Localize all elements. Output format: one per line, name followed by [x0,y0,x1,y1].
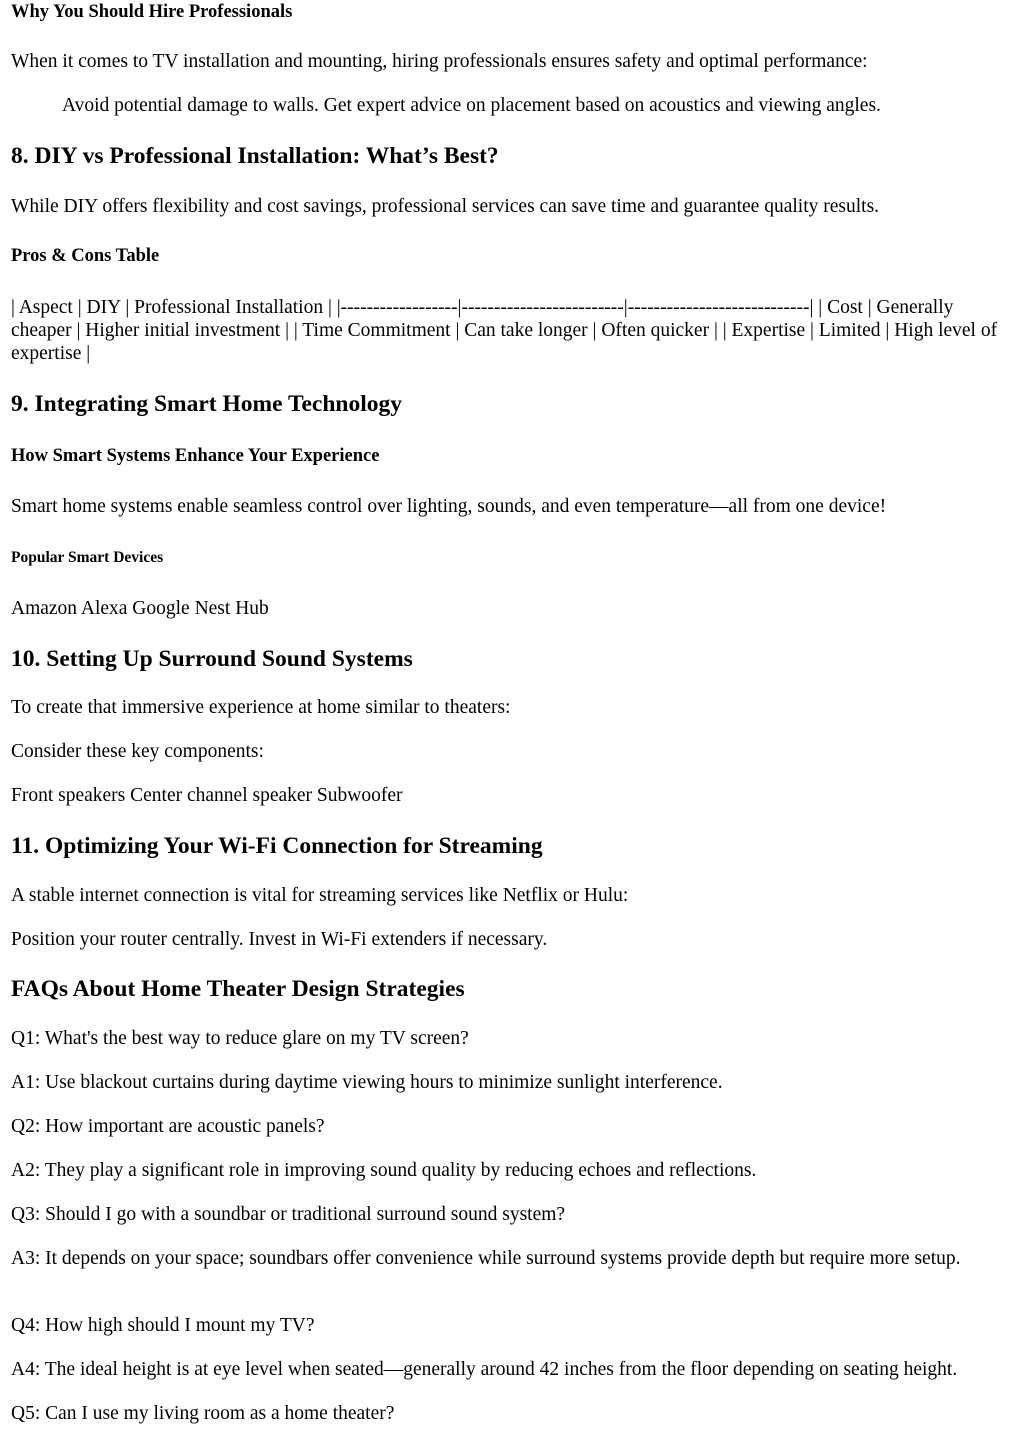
hire-heading: Why You Should Hire Professionals [11,2,293,22]
section-11-text: A stable internet connection is vital for streaming services like Netflix or Hulu: [11,885,629,906]
faq-q4: Q4: How high should I mount my TV? [11,1315,315,1336]
faq-a3: A3: It depends on your space; soundbars offer convenience while surround systems provide depth but require more setup. [11,1248,961,1269]
section-10-text-1: To create that immersive experience at home similar to theaters: [11,697,511,718]
section-8-text: While DIY offers flexibility and cost savings, professional services can save time and guarantee quality results. [11,196,880,217]
section-10-text-2: Consider these key components: [11,741,264,762]
faq-q2: Q2: How important are acoustic panels? [11,1116,325,1137]
section-9-subheading: How Smart Systems Enhance Your Experience [11,446,380,466]
hire-intro: When it comes to TV installation and mounting, hiring professionals ensures safety and optimal performance: [11,51,868,72]
section-9-text: Smart home systems enable seamless control over lighting, sounds, and even temperature—all from one device! [11,496,887,517]
faq-a1: A1: Use blackout curtains during daytime viewing hours to minimize sunlight interference. [11,1072,723,1093]
faq-q3: Q3: Should I go with a soundbar or traditional surround sound system? [11,1204,566,1225]
faq-q1: Q1: What's the best way to reduce glare on my TV screen? [11,1028,469,1049]
faq-a2: A2: They play a significant role in improving sound quality by reducing echoes and reflections. [11,1160,757,1181]
section-9-heading: 9. Integrating Smart Home Technology [11,391,403,417]
faqs-heading: FAQs About Home Theater Design Strategies [11,976,465,1002]
section-8-heading: 8. DIY vs Professional Installation: What’s Best? [11,143,499,169]
section-11-tips: Position your router centrally. Invest in Wi-Fi extenders if necessary. [11,929,548,950]
section-10-heading: 10. Setting Up Surround Sound Systems [11,646,413,672]
smart-devices-list: Amazon Alexa Google Nest Hub [11,598,269,619]
faq-a4: A4: The ideal height is at eye level when seated—generally around 42 inches from the floor depending on seating height. [11,1359,958,1380]
section-11-heading: 11. Optimizing Your Wi-Fi Connection for Streaming [11,833,543,859]
smart-devices-heading: Popular Smart Devices [11,549,164,566]
pros-cons-heading: Pros & Cons Table [11,246,160,266]
faq-q5: Q5: Can I use my living room as a home theater? [11,1403,395,1424]
hire-list: Avoid potential damage to walls. Get expert advice on placement based on acoustics and viewing angles. [62,95,881,116]
pros-cons-table-text: | Aspect | DIY | Professional Installation | |------------------|-------------------------|----------------------------| | Cost | Generally cheaper | Higher initial investment | | Time Commitment | Can take longer | Often quicker | | Expertise | Limited | High level of expertise | [11,297,998,364]
section-10-components: Front speakers Center channel speaker Subwoofer [11,785,403,806]
